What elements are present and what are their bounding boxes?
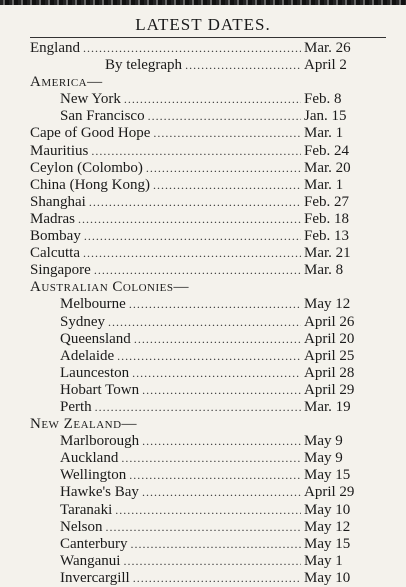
dot-leader — [153, 177, 301, 194]
date-value: April 29 — [304, 381, 355, 398]
date-value: Jan. 15 — [304, 108, 347, 125]
date-value: April 25 — [304, 347, 355, 364]
place-name: Calcutta — [30, 245, 80, 262]
date-value: May 12 — [304, 296, 351, 313]
date-value: May 1 — [304, 552, 343, 569]
date-value: Mar. 8 — [304, 262, 344, 279]
date-value: April 28 — [304, 364, 355, 381]
place-name: Auckland — [60, 450, 119, 467]
dot-leader — [123, 553, 301, 570]
date-value: May 15 — [304, 467, 351, 484]
list-item — [30, 91, 370, 108]
place-name: Singapore — [30, 262, 91, 279]
list-item — [30, 57, 370, 74]
list-item — [30, 331, 370, 348]
date-value: Mar. 19 — [304, 398, 351, 415]
list-item — [30, 177, 370, 194]
place-name: Canterbury — [60, 535, 128, 552]
dot-leader — [130, 536, 301, 553]
list-item — [30, 450, 370, 467]
dot-leader — [153, 125, 301, 142]
list-item — [30, 348, 370, 365]
place-name: England — [30, 40, 80, 56]
place-name: Adelaide — [60, 347, 115, 364]
date-value: Feb. 8 — [304, 91, 342, 108]
dot-leader — [142, 433, 301, 450]
date-value: Mar. 20 — [304, 159, 351, 176]
date-value: April 2 — [304, 57, 347, 74]
list-item — [30, 143, 370, 160]
dot-leader — [142, 382, 301, 399]
dot-leader — [185, 57, 301, 74]
section-label: New Zealand— — [30, 416, 138, 433]
date-value: Mar. 26 — [304, 40, 351, 56]
list-item — [30, 194, 370, 211]
dot-leader — [142, 484, 301, 501]
list-item — [30, 296, 370, 313]
place-name: Marlborough — [60, 433, 140, 450]
date-value: April 20 — [304, 330, 355, 347]
dates-list — [30, 40, 370, 587]
place-name: Hobart Town — [60, 381, 140, 398]
dot-leader — [78, 211, 301, 228]
dot-leader — [83, 40, 301, 57]
dot-leader — [124, 91, 301, 108]
dot-leader — [121, 450, 301, 467]
place-name: Madras — [30, 210, 75, 227]
place-name: San Francisco — [60, 108, 145, 125]
date-value: May 15 — [304, 535, 351, 552]
place-name: China (Hong Kong) — [30, 176, 150, 193]
date-value: May 9 — [304, 450, 343, 467]
date-value: May 12 — [304, 518, 351, 535]
list-item — [30, 245, 370, 262]
list-item — [30, 433, 370, 450]
list-item — [30, 40, 370, 57]
date-value: Feb. 27 — [304, 193, 349, 210]
dot-leader — [95, 399, 301, 416]
dot-leader — [91, 143, 301, 160]
dot-leader — [108, 314, 301, 331]
date-value: Mar. 21 — [304, 245, 351, 262]
list-item — [30, 125, 370, 142]
place-name: Mauritius — [30, 142, 89, 159]
list-item — [30, 484, 370, 501]
dot-leader — [134, 331, 301, 348]
date-value: Feb. 24 — [304, 142, 349, 159]
top-rule — [0, 0, 406, 5]
place-name: Invercargill — [60, 569, 130, 586]
date-value: May 10 — [304, 501, 351, 518]
place-name: Queensland — [60, 330, 131, 347]
section-label: America— — [30, 74, 103, 91]
place-name: Cape of Good Hope — [30, 125, 151, 142]
list-item — [30, 519, 370, 536]
list-item — [30, 553, 370, 570]
dot-leader — [83, 245, 301, 262]
dot-leader — [94, 262, 301, 279]
list-item — [30, 365, 370, 382]
place-name: Taranaki — [60, 501, 113, 518]
date-value: May 10 — [304, 569, 351, 586]
dot-leader — [84, 228, 301, 245]
place-name: Hawke's Bay — [60, 484, 139, 501]
date-value: Feb. 13 — [304, 228, 349, 245]
date-value: May 9 — [304, 433, 343, 450]
place-name: Nelson — [60, 518, 103, 535]
dot-leader — [129, 296, 301, 313]
dot-leader — [146, 160, 301, 177]
section-heading — [30, 74, 370, 91]
list-item — [30, 570, 370, 587]
date-value: Feb. 18 — [304, 210, 349, 227]
list-item — [30, 211, 370, 228]
dot-leader — [148, 108, 301, 125]
list-item — [30, 536, 370, 553]
list-item — [30, 160, 370, 177]
list-item — [30, 399, 370, 416]
dot-leader — [115, 502, 301, 519]
place-name: Shanghai — [30, 193, 86, 210]
date-value: April 26 — [304, 313, 355, 330]
list-item — [30, 314, 370, 331]
date-value: Mar. 1 — [304, 176, 344, 193]
place-name: Launceston — [60, 364, 130, 381]
list-item — [30, 502, 370, 519]
list-item — [30, 382, 370, 399]
list-item — [30, 228, 370, 245]
dot-leader — [106, 519, 302, 536]
place-name: Wellington — [60, 467, 127, 484]
date-value: April 29 — [304, 484, 355, 501]
place-name: Melbourne — [60, 296, 126, 313]
place-name: Wanganui — [60, 552, 121, 569]
date-value: Mar. 1 — [304, 125, 344, 142]
dot-leader — [89, 194, 301, 211]
page-title: LATEST DATES. — [135, 15, 271, 34]
dot-leader — [132, 365, 301, 382]
place-name: Bombay — [30, 228, 81, 245]
dot-leader — [129, 467, 301, 484]
dot-leader — [133, 570, 301, 587]
section-label: Australian Colonies— — [30, 279, 189, 296]
place-name: Ceylon (Colombo) — [30, 159, 143, 176]
place-name: New York — [60, 91, 121, 108]
title-rule — [30, 37, 386, 38]
section-heading — [30, 279, 370, 296]
list-item — [30, 262, 370, 279]
place-name: Perth — [60, 398, 92, 415]
section-heading — [30, 416, 370, 433]
list-item — [30, 108, 370, 125]
list-item — [30, 467, 370, 484]
dot-leader — [117, 348, 301, 365]
place-name: By telegraph — [105, 57, 183, 74]
place-name: Sydney — [60, 313, 105, 330]
